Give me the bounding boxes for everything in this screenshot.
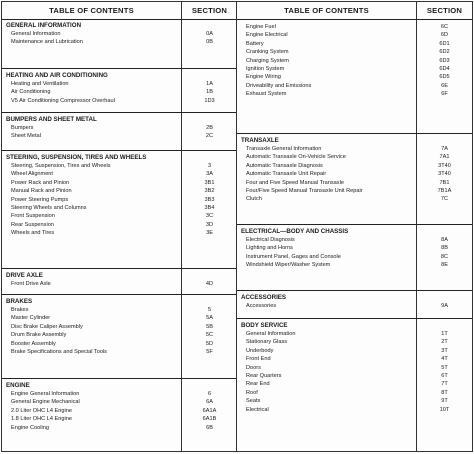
toc-row [237,347,472,355]
toc-group [2,150,236,269]
toc-entry-label: Engine Fuel [246,24,276,30]
section-code: 4D [205,281,214,287]
section-code: 1T [441,331,448,337]
toc-entry-label: Front End [246,356,271,363]
toc-row [2,424,236,432]
toc-entry-label: Charging System [246,57,289,64]
toc-entry-label: Brakes [11,307,29,313]
toc-row [2,221,236,229]
left-column [1,1,237,452]
toc-entry-label: Rear Quarters [246,372,282,379]
section-code: 3B4 [204,204,215,211]
group-rows [237,23,472,99]
toc-heading: TABLE OF CONTENTS [49,6,134,15]
section-code: 3B3 [204,196,215,203]
section-code: 8B [441,245,448,252]
toc-entry-label: Front Drive Axle [11,281,51,287]
section-code: 0B [206,39,213,46]
section-code: 9T [441,398,448,405]
toc-row [237,48,472,56]
toc-row [237,244,472,252]
toc-row [237,57,472,65]
toc-entry-label: Master Cylinder [11,315,51,322]
toc-entry-label: Engine Electrical [246,32,288,39]
toc-group [2,19,236,68]
section-code: 3D [205,221,214,228]
group-rows [2,162,236,238]
toc-entry-label: Brake Specifications and Special Tools [11,348,107,355]
toc-entry-label: Wheels and Tires [11,230,55,237]
section-code: 7C [440,196,449,203]
group-title: DRIVE AXLE [6,272,43,279]
group-rows [2,124,236,141]
section-code: 3T40 [438,171,451,178]
section-code: 7B1A [437,187,452,194]
section-code: 5B [206,323,213,330]
section-code: 6A1B [202,416,217,423]
toc-row [2,229,236,237]
group-title: GENERAL INFORMATION [6,22,82,29]
group-title: BUMPERS AND SHEET METAL [6,116,97,123]
right-column-header [237,2,472,20]
toc-entry-label: Battery [246,40,264,47]
toc-row [2,340,236,348]
toc-group [237,224,472,291]
toc-entry-label: Roof [246,389,258,396]
section-code: 1D3 [204,97,215,104]
toc-row [2,196,236,204]
group-title: STEERING, SUSPENSION, TIRES AND WHEELS [6,154,147,161]
toc-entry-label: Booster Assembly [11,340,56,347]
toc-entry-label: Stationary Glass [246,339,288,346]
section-code: 10T [439,406,450,413]
toc-entry-label: Power Rack and Pinion [11,179,70,186]
toc-row [2,306,236,314]
toc-row [237,153,472,161]
section-code: 8T [441,389,448,396]
toc-entry-label: Sheet Metal [11,133,41,140]
section-code: 3B2 [204,188,215,195]
toc-entry-label: Electrical [246,406,269,413]
toc-row [2,331,236,339]
section-code: 3B1 [204,179,215,186]
toc-group [2,378,236,452]
section-code: 2C [205,133,214,140]
toc-row [237,389,472,397]
section-code: 3T40 [438,162,451,169]
toc-row [237,179,472,187]
toc-row [237,372,472,380]
toc-entry-label: Automatic Transaxle Unit Repair [246,171,327,178]
toc-row [237,253,472,261]
toc-entry-label: Power Steering Pumps [11,196,69,203]
toc-entry-label: Wheel Alignment [11,171,53,178]
section-code: 7A [441,146,448,152]
group-title: BRAKES [6,298,33,305]
toc-row [2,407,236,415]
toc-row [2,170,236,178]
toc-entry-label: Electrical Diagnosis [246,237,295,243]
toc-group [2,268,236,295]
toc-entry-label: Maintenance and Lubrication [11,39,83,46]
toc-row [237,355,472,363]
toc-entry-label: Bumpers [11,125,34,131]
toc-row [2,280,236,288]
section-code: 9A [441,303,448,309]
toc-entry-label: Automatic Transaxle On-Vehicle Service [246,154,346,161]
section-code: 1B [206,89,213,96]
section-code: 6F [441,91,448,98]
toc-row [237,23,472,31]
toc-entry-label: Doors [246,364,261,371]
section-code: 6D5 [439,74,450,81]
section-code: 6D1 [439,40,450,47]
toc-row [237,170,472,178]
toc-group [237,290,472,319]
toc-group [2,294,236,379]
toc-row [237,90,472,98]
toc-entry-label: Driveability and Emissions [246,82,312,89]
toc-row [237,397,472,405]
toc-entry-label: Underbody [246,347,274,354]
section-code: 8A [441,237,448,243]
toc-entry-label: Steering Wheels and Columns [11,204,87,211]
toc-entry-label: 1.8 Liter OHC L4 Engine [11,416,72,423]
toc-entry-label: Manual Rack and Pinion [11,188,72,195]
toc-entry-label: Lighting and Horns [246,245,293,252]
toc-row [237,40,472,48]
toc-heading: TABLE OF CONTENTS [284,6,369,15]
section-code: 7A1 [439,154,450,161]
section-code: 3T [441,347,448,354]
group-title: ACCESSORIES [241,294,287,301]
toc-row [237,82,472,90]
section-code: 5 [207,307,212,313]
group-rows [237,236,472,270]
section-code: 5C [205,332,214,339]
toc-entry-label: Exhaust System [246,91,287,98]
toc-row [237,338,472,346]
toc-entry-label: Ignition System [246,65,285,72]
section-code: 1A [206,81,213,87]
toc-row [2,80,236,88]
toc-entry-label: General Engine Mechanical [11,399,80,406]
group-title: HEATING AND AIR CONDITIONING [6,72,108,79]
toc-row [237,31,472,39]
section-code: 6 [207,391,212,397]
toc-row [237,364,472,372]
section-code: 7B1 [439,179,450,186]
toc-entry-label: Engine Wiring [246,74,281,81]
section-code: 6C [440,24,449,30]
toc-entry-label: V5 Air Conditioning Compressor Overhaul [11,97,115,104]
section-code: 6A1A [202,407,217,414]
toc-row [2,390,236,398]
left-column-header [2,2,236,20]
group-rows [237,302,472,310]
toc-row [2,323,236,331]
section-code: 4T [441,356,448,363]
section-code: 5T [441,364,448,371]
group-title: ELECTRICAL—BODY AND CHASSIS [241,228,349,235]
section-code: 6A [206,399,213,406]
toc-entry-label: Four and Five Speed Manual Transaxle [246,179,344,186]
group-rows [237,145,472,204]
group-rows [2,80,236,105]
toc-group [237,318,472,452]
section-code: 6D2 [439,49,450,56]
section-code: 5D [205,340,214,347]
section-code: 3E [206,230,213,237]
group-title: ENGINE [6,382,30,389]
section-code: 6B [206,424,213,431]
toc-row [237,195,472,203]
toc-entry-label: Cranking System [246,49,289,56]
toc-row [2,314,236,322]
toc-entry-label: Four/Five Speed Manual Transaxle Unit Repair [246,187,363,194]
toc-row [237,65,472,73]
toc-entry-label: Engine Cooling [11,424,49,431]
group-rows [2,280,236,288]
toc-row [237,330,472,338]
group-rows [2,390,236,432]
toc-entry-label: Clutch [246,196,262,203]
section-code: 3C [205,213,214,220]
section-code: 6D4 [439,65,450,72]
toc-row [2,187,236,195]
section-heading: SECTION [426,6,463,15]
section-code: 2B [206,125,213,131]
section-code: 3A [206,171,213,178]
toc-entry-label: Steering, Suspension, Tires and Wheels [11,163,111,169]
toc-entry-label: Rear Suspension [11,221,54,228]
toc-row [237,302,472,310]
toc-row [237,145,472,153]
right-column [237,1,473,452]
toc-row [2,30,236,38]
toc-row [237,380,472,388]
toc-row [2,179,236,187]
toc-entry-label: Accessories [246,303,277,309]
group-rows [237,330,472,414]
toc-row [2,38,236,46]
toc-entry-label: Automatic Transaxle Diagnosis [246,162,323,169]
toc-row [2,88,236,96]
toc-row [2,415,236,423]
section-code: 6E [441,82,448,89]
section-code: 6T [441,372,448,379]
toc-group [2,68,236,113]
section-code: 5F [206,348,213,355]
toc-row [2,212,236,220]
toc-row [237,261,472,269]
toc-entry-label: Instrument Panel, Gages and Console [246,253,341,260]
toc-row [237,162,472,170]
toc-row [237,236,472,244]
toc-entry-label: General Information [11,31,61,37]
toc-entry-label: Windshield Wiper/Washer System [246,262,331,269]
section-code: 5A [206,315,213,322]
toc-row [237,187,472,195]
toc-row [2,132,236,140]
toc-entry-label: Front Suspension [11,213,55,220]
toc-group [2,112,236,151]
toc-row [237,73,472,81]
section-code: 8E [441,262,448,269]
section-code: 7T [441,381,448,388]
toc-row [2,162,236,170]
toc-row [2,204,236,212]
toc-entry-label: Engine General Information [11,391,80,397]
group-rows [2,306,236,356]
toc-row [2,97,236,105]
toc-entry-label: 2.0 Liter OHC L4 Engine [11,407,72,414]
toc-entry-label: Disc Brake Caliper Assembly [11,323,83,330]
section-code: 3 [207,163,212,169]
toc-entry-label: Drum Brake Assembly [11,332,67,339]
section-code: 6D3 [439,57,450,64]
toc-row [2,398,236,406]
section-code: 8C [440,253,449,260]
toc-entry-label: Transaxle General Information [246,146,322,152]
group-rows [2,30,236,47]
toc-entry-label: Air Conditioning [11,89,51,96]
section-code: 6D [440,32,449,39]
toc-row [2,348,236,356]
group-title: BODY SERVICE [241,322,288,329]
toc-entry-label: General Information [246,331,296,337]
toc-entry-label: Rear End [246,381,270,388]
toc-entry-label: Heating and Ventilation [11,81,69,87]
section-code: 2T [441,339,448,346]
section-code: 0A [206,31,213,37]
section-heading: SECTION [191,6,228,15]
toc-entry-label: Seats [246,398,261,405]
toc-row [237,406,472,414]
toc-group [237,133,472,225]
toc-row [2,124,236,132]
toc-group [237,19,472,133]
group-title: TRANSAXLE [241,137,279,144]
